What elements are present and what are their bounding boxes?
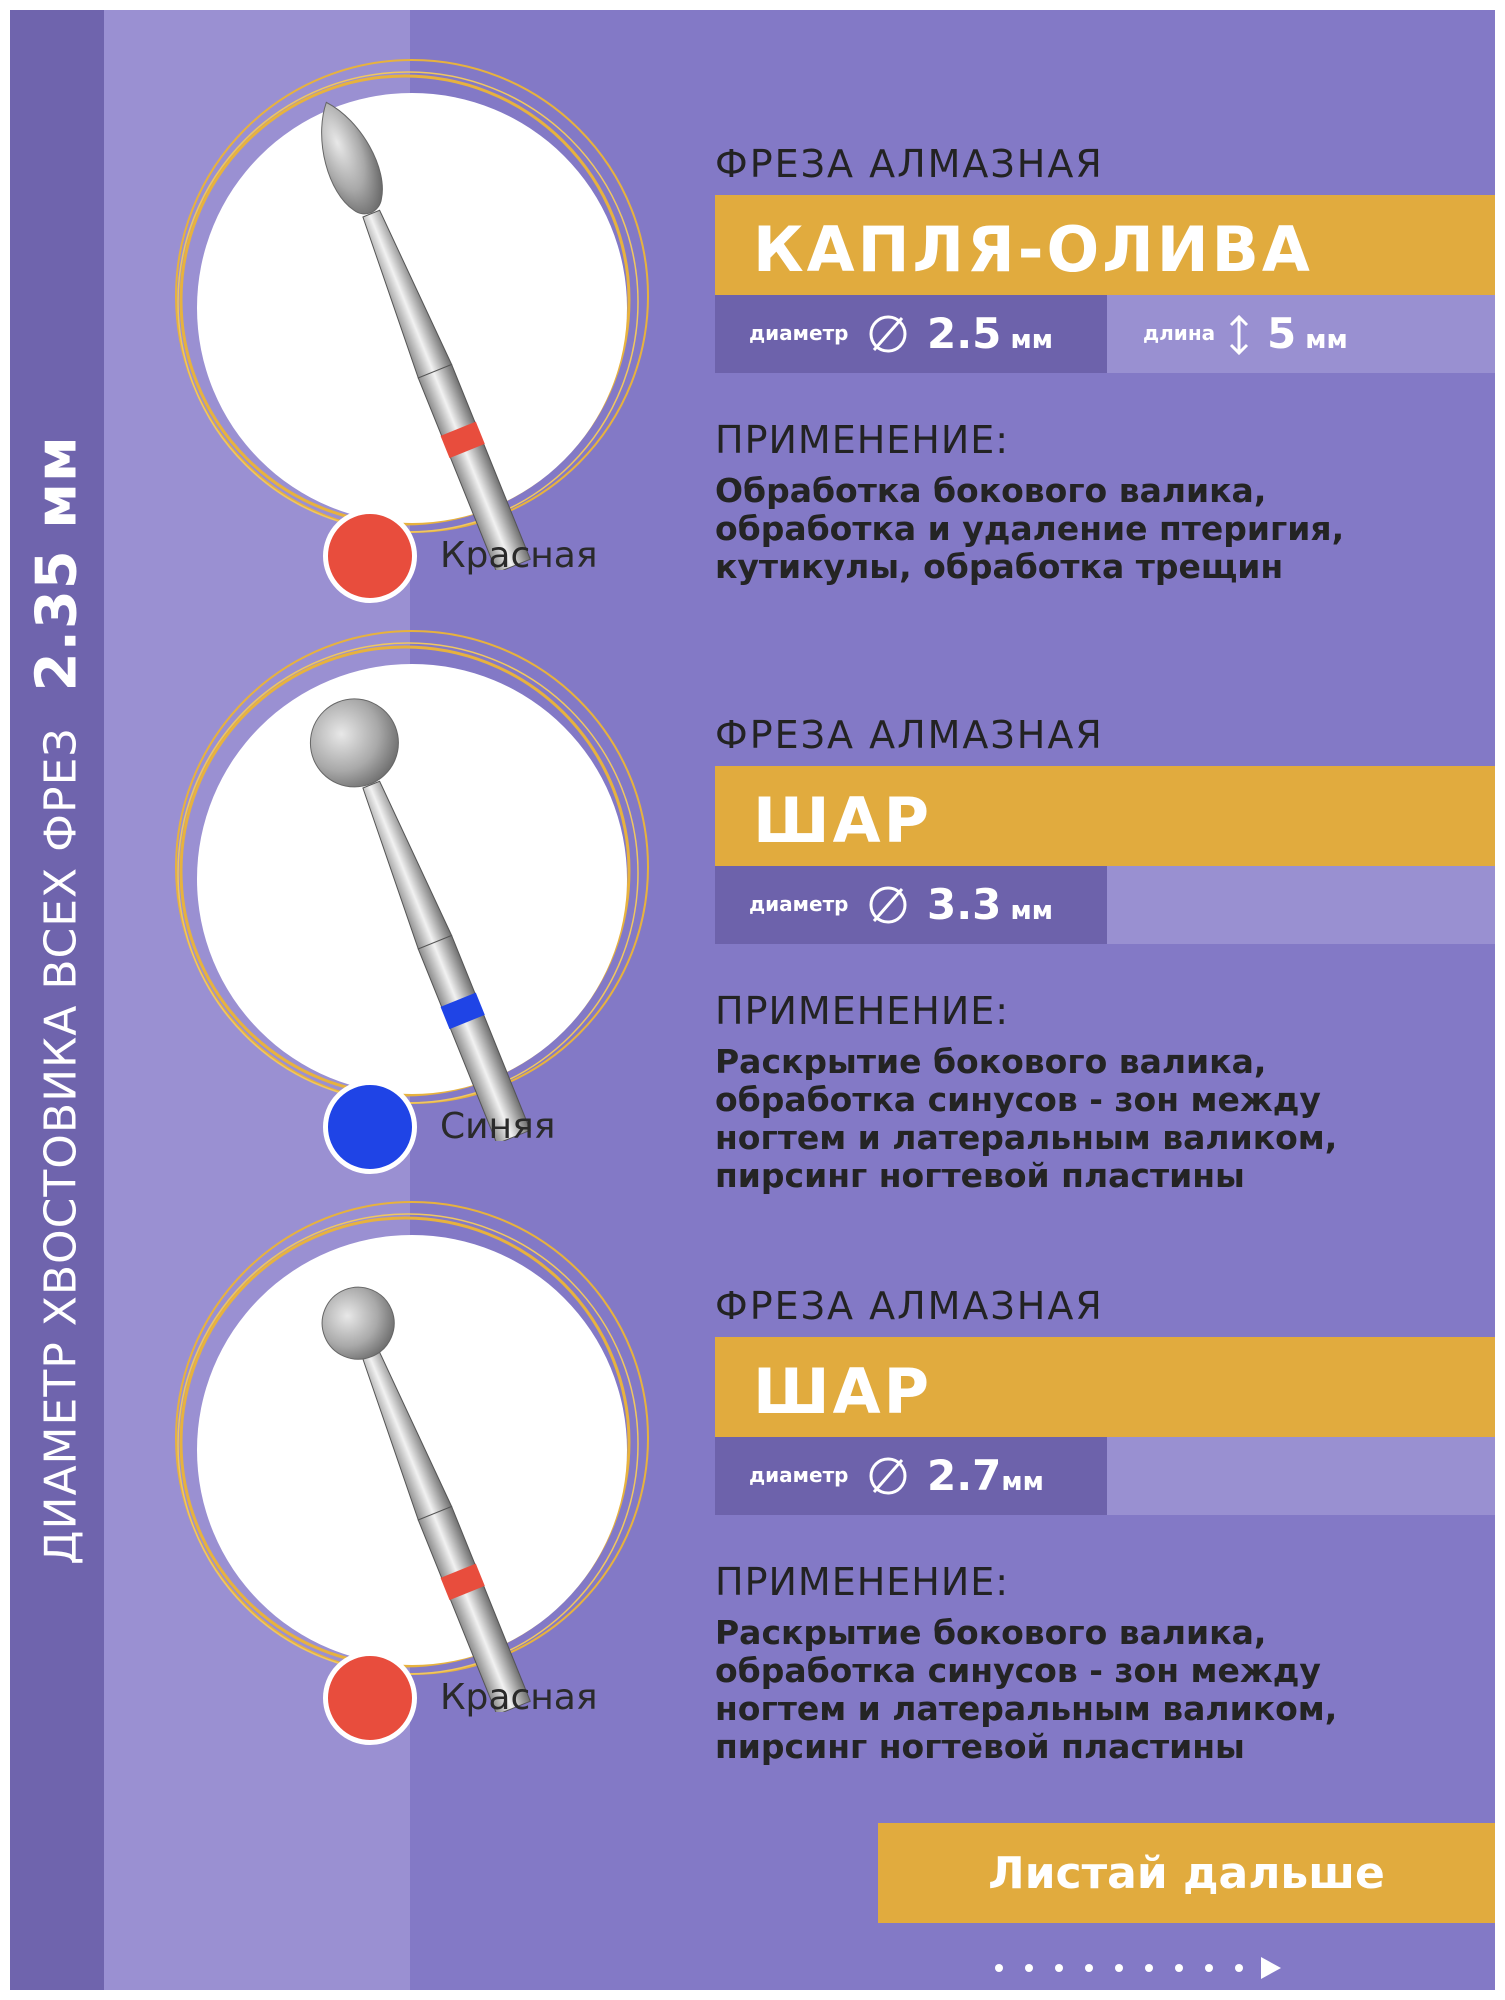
product-card [10,10,1495,1990]
diameter-label: диаметр [749,892,849,916]
marker-color-dot [323,1651,417,1745]
diameter-value: 2.5 мм [927,309,1053,358]
diameter-spec [715,295,1107,373]
marker-color-label: Красная [440,1677,598,1718]
application-title: ПРИМЕНЕНИЕ: [715,1560,1010,1604]
pager-dot[interactable] [1235,1964,1243,1972]
application-line: ногтем и латеральным валиком, [715,1689,1338,1728]
product-image-circle [150,621,670,1147]
application-line: ногтем и латеральным валиком, [715,1118,1338,1157]
diameter-label: диаметр [749,321,849,345]
application-line: Раскрытие бокового валика, [715,1613,1267,1652]
spec-empty [1107,866,1495,944]
application-text [715,1614,1455,1766]
bur-illustration [150,50,670,570]
shank-diameter-text: ДИАМЕТР ХВОСТОВИКА ВСЕХ ФРЕЗ [35,727,87,1565]
diameter-icon [867,884,909,926]
pager-dot[interactable] [1145,1964,1153,1972]
diameter-icon [867,1455,909,1497]
product-name: ШАР [753,784,933,857]
application-line: Обработка бокового валика, [715,471,1267,510]
length-spec [1107,295,1495,373]
marker-color-label: Синяя [440,1106,556,1147]
bur-illustration [150,621,670,1141]
length-arrow-icon [1227,313,1251,357]
length-value: 5 мм [1267,309,1348,358]
pager-dot[interactable] [1115,1964,1123,1972]
product-subtitle: ФРЕЗА АЛМАЗНАЯ [715,713,1104,757]
next-page-label: Листай дальше [988,1847,1385,1899]
application-text [715,472,1455,586]
diameter-value: 2.7мм [927,1451,1044,1500]
application-title: ПРИМЕНЕНИЕ: [715,989,1010,1033]
product-subtitle: ФРЕЗА АЛМАЗНАЯ [715,142,1104,186]
pager-dot[interactable] [1085,1964,1093,1972]
pager-dot[interactable] [1055,1964,1063,1972]
length-label: длина [1143,321,1216,345]
application-title: ПРИМЕНЕНИЕ: [715,418,1010,462]
pager-dot[interactable] [1205,1964,1213,1972]
application-line: пирсинг ногтевой пластины [715,1156,1245,1195]
application-line: Раскрытие бокового валика, [715,1042,1267,1081]
product-name: ШАР [753,1355,933,1428]
application-line: обработка синусов - зон между [715,1651,1321,1690]
spec-empty [1107,1437,1495,1515]
pager [995,1957,1281,1979]
diameter-spec [715,1437,1107,1515]
pager-dot[interactable] [1025,1964,1033,1972]
pager-dot[interactable] [1175,1964,1183,1972]
shank-diameter-value: 2.35 мм [24,435,90,692]
bur-illustration [150,1192,670,1712]
product-image-circle [150,1192,670,1718]
pager-dot[interactable] [995,1964,1003,1972]
diameter-value: 3.3 мм [927,880,1053,929]
marker-color-label: Красная [440,535,598,576]
next-page-button[interactable] [878,1823,1495,1923]
diameter-label: диаметр [749,1463,849,1487]
product-item [10,10,1495,586]
product-item [10,1152,1495,1766]
application-line: кутикулы, обработка трещин [715,547,1284,586]
application-line: обработка и удаление птеригия, [715,509,1345,548]
product-name: КАПЛЯ-ОЛИВА [753,213,1313,286]
product-image-circle [150,50,670,576]
product-name-bar [715,195,1495,295]
product-name-bar [715,1337,1495,1437]
diameter-spec [715,866,1107,944]
application-line: обработка синусов - зон между [715,1080,1321,1119]
product-name-bar [715,766,1495,866]
diameter-icon [867,313,909,355]
application-line: пирсинг ногтевой пластины [715,1727,1245,1766]
play-arrow-icon[interactable] [1261,1957,1281,1979]
product-subtitle: ФРЕЗА АЛМАЗНАЯ [715,1284,1104,1328]
